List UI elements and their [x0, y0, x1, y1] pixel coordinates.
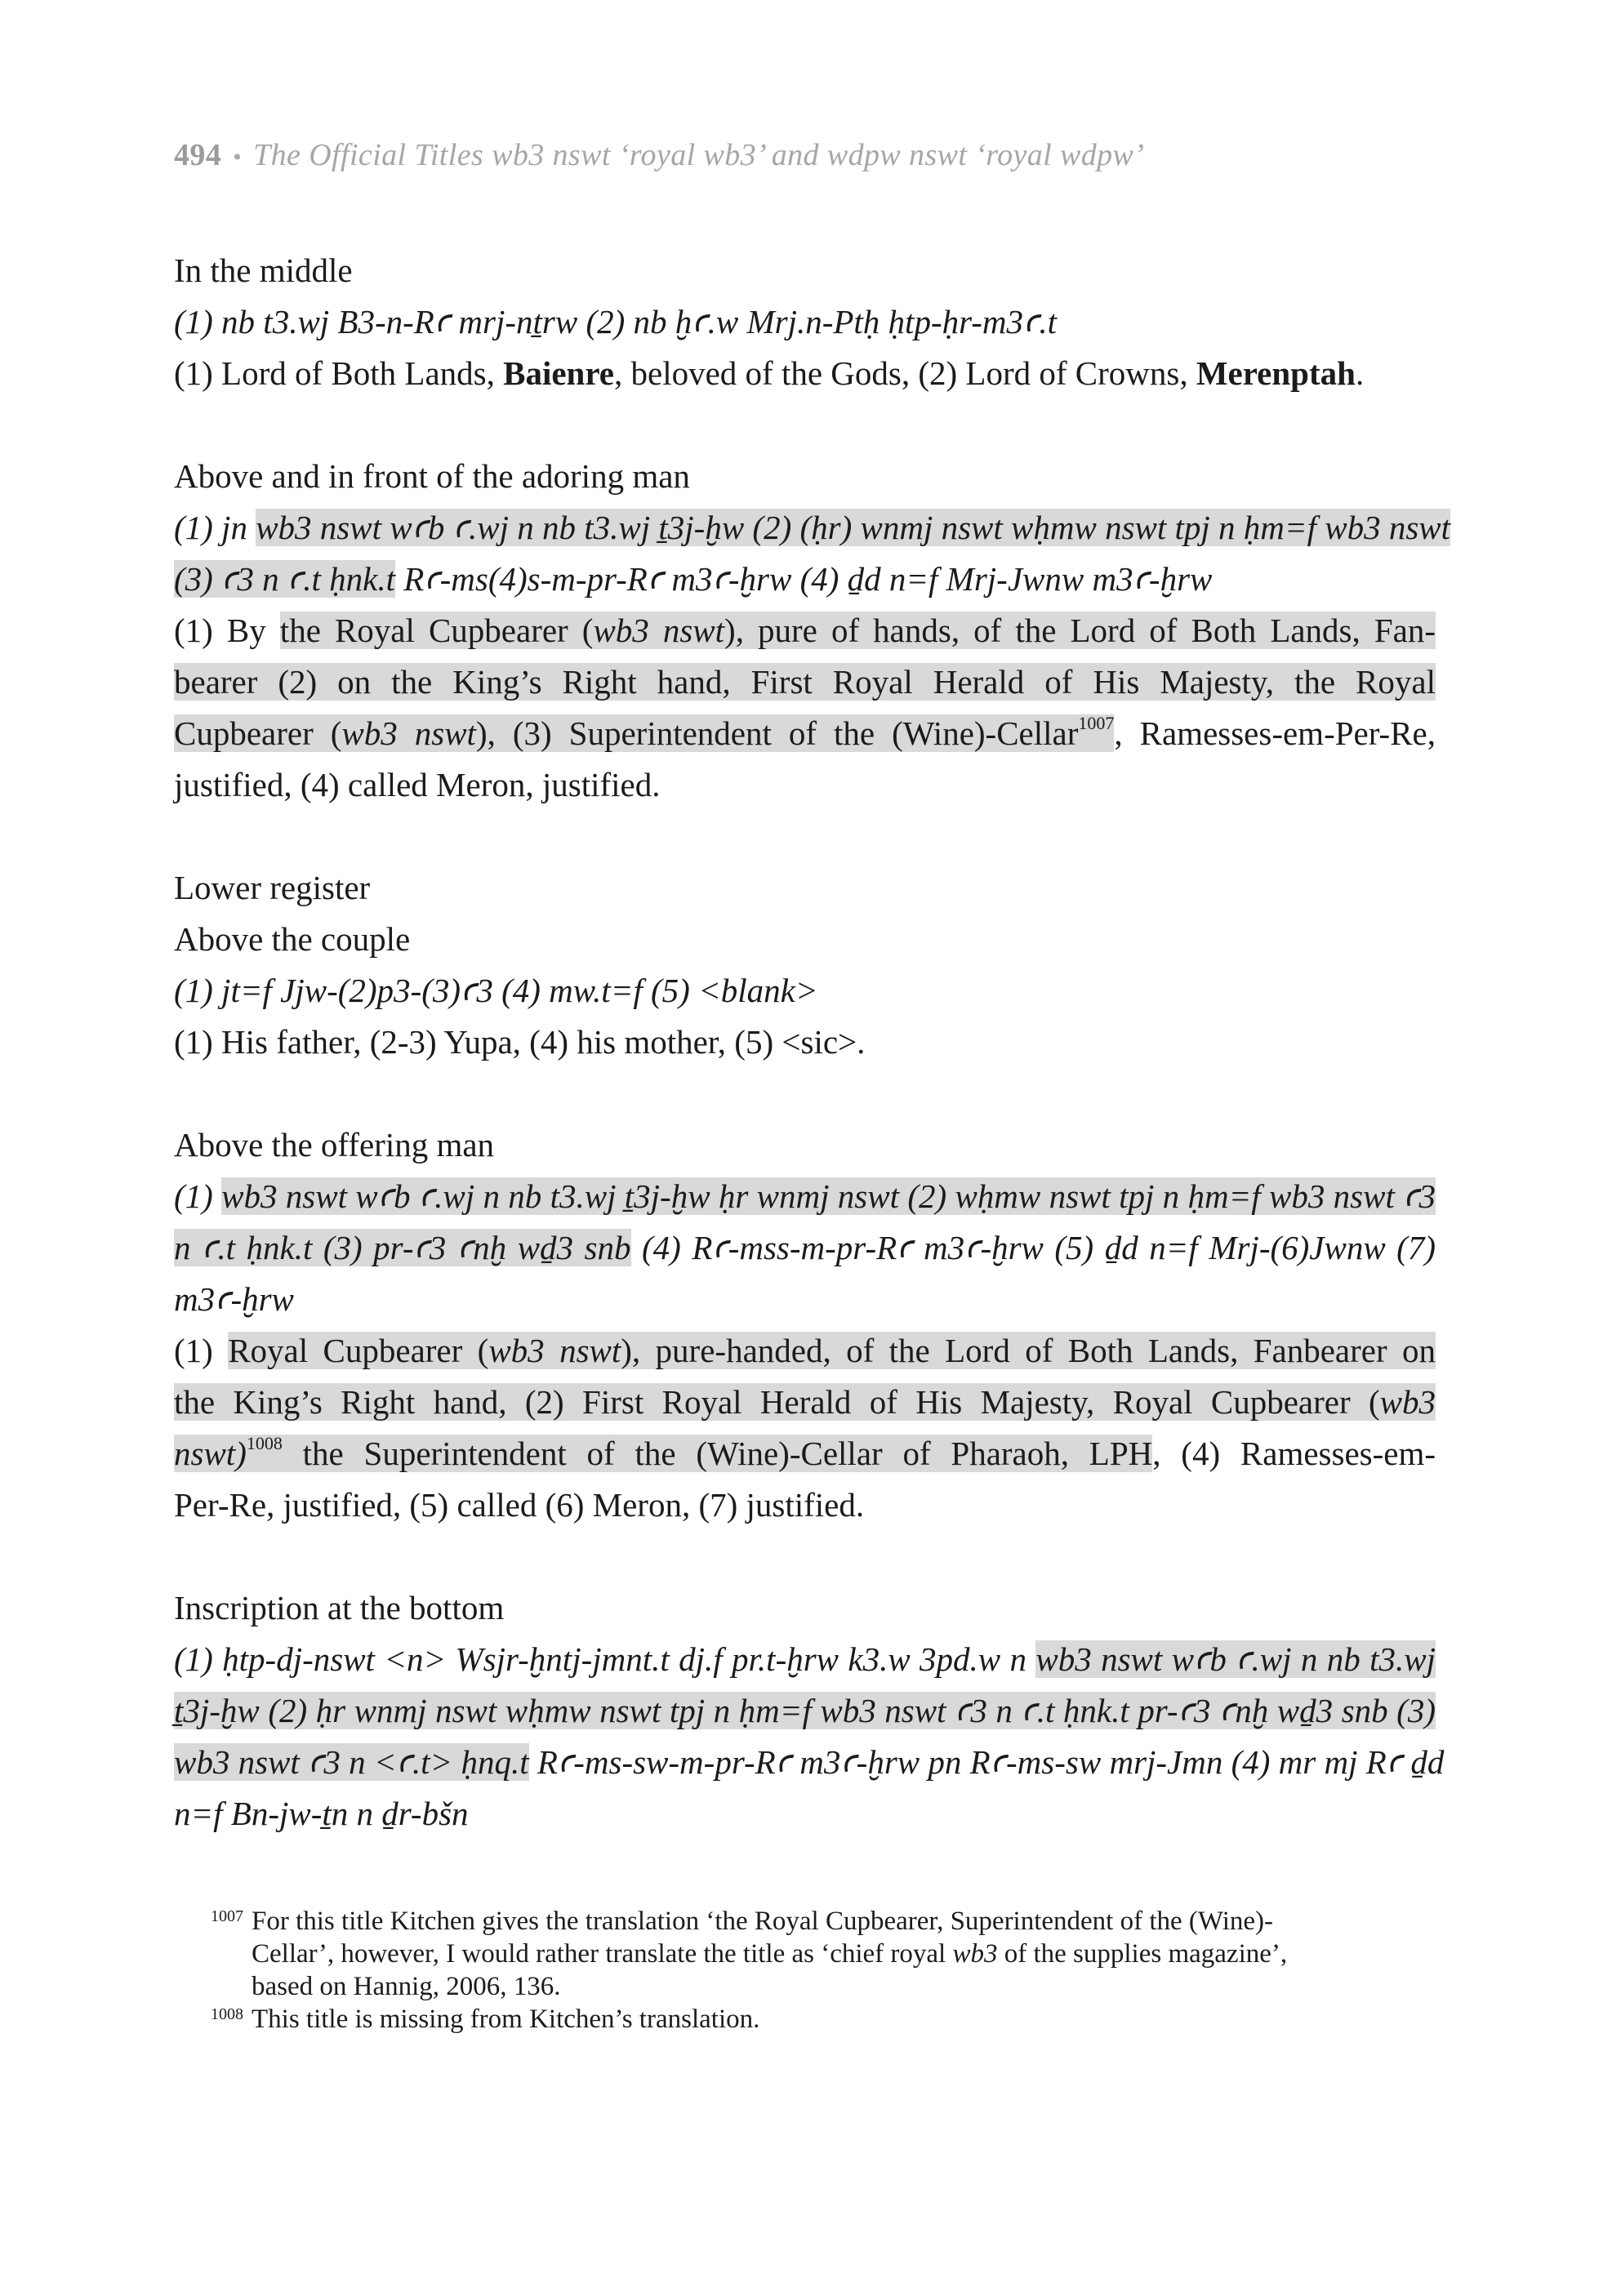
text-run: Cupbearer ( — [174, 714, 342, 752]
section-bottom-inscription — [174, 1582, 1445, 1840]
transliteration-line — [174, 1685, 1436, 1737]
translation-line — [174, 1377, 1436, 1428]
translation-line — [174, 1325, 1436, 1377]
page-number: 494 — [174, 138, 222, 172]
text-run: (1) ḥtp-dj-nswt <n> Wsjr-ḫntj-jmnt.t dj.f pr.t-ḫrw k3.w 3pd.w n — [174, 1640, 1036, 1678]
text-run: ), pure of hands, of the Lord of Both Lands, Fan- — [724, 612, 1436, 649]
text-run: Royal Cupbearer ( — [228, 1332, 489, 1369]
highlighted-text: wb3 nswt wꜥb ꜥ.wj n nb t3.wj ṯ3j-ḫw ḥr wnmj nswt (2) wḥmw nswt tpj n ḥm=f wb3 nswt ꜥ3 — [221, 1177, 1436, 1215]
transliteration-line — [174, 1737, 1445, 1788]
translation-line — [174, 656, 1436, 708]
footnote-1008 — [211, 2003, 1436, 2036]
highlighted-text: n ꜥ.t ḥnk.t (3) pr-ꜥ3 ꜥnḫ wḏ3 snb — [174, 1229, 631, 1266]
text-run: ), pure-handed, of the Lord of Both Lands, Fanbearer on — [621, 1332, 1436, 1369]
transliteration-line: (1) jt=f Jjw-(2)p3-(3)ꜥ3 (4) mw.t=f (5) <blank> — [174, 972, 818, 1009]
translation-line: (1) His father, (2-3) Yupa, (4) his mother, (5) <sic>. — [174, 1023, 866, 1061]
translation-line — [174, 605, 1436, 656]
transliteration-line — [174, 1222, 1436, 1274]
section-offering-man — [174, 1119, 1436, 1531]
highlighted-text — [174, 714, 1114, 752]
title-term: wb3 — [1379, 1383, 1436, 1421]
footnote-line: based on Hannig, 2006, 136. — [252, 1972, 561, 2001]
text-run: , beloved of the Gods, (2) Lord of Crowns, — [614, 354, 1196, 392]
transliteration-line — [174, 1634, 1436, 1685]
text-run: . — [1355, 354, 1365, 392]
highlighted-text: (3) ꜥ3 n ꜥ.t ḥnk.t — [174, 560, 395, 598]
section-heading: Lower register — [174, 869, 371, 906]
section-middle — [174, 245, 1436, 399]
section-heading: Inscription at the bottom — [174, 1589, 505, 1626]
section-lower-register — [174, 862, 1436, 1068]
section-heading: Above and in front of the adoring man — [174, 457, 690, 495]
translation-line: justified, (4) called Meron, justified. — [174, 766, 661, 803]
footnotes — [211, 1905, 1436, 2036]
footnote-1007 — [211, 1905, 1436, 2003]
text-run: the King’s Right hand, (2) First Royal Herald of His Majesty, Royal Cupbearer ( — [174, 1383, 1380, 1421]
transliteration-line — [174, 554, 1436, 605]
highlighted-text: ṯ3j-ḫw (2) ḥr wnmj nswt wḥmw nswt tpj n ḥm=f wb3 nswt ꜥ3 n ꜥ.t ḥnk.t pr-ꜥ3 ꜥnḫ wḏ3 snb (3) — [174, 1692, 1436, 1729]
section-subheading: Above the couple — [174, 920, 411, 958]
text-run: (1) Lord of Both Lands, — [174, 354, 504, 392]
footnote-line: This title is missing from Kitchen’s translation. — [252, 2005, 760, 2034]
highlighted-text: wb3 nswt wꜥb ꜥ.wj n nb t3.wj ṯ3j-ḫw (2) (ḥr) wnmj nswt wḥmw nswt tpj n ḥm=f wb3 nswt — [256, 509, 1451, 546]
highlighted-text: bearer (2) on the King’s Right hand, First Royal Herald of His Majesty, the Royal — [174, 663, 1436, 701]
translation-line — [174, 708, 1436, 759]
text-run: the Royal Cupbearer ( — [279, 612, 594, 649]
footnote-ref-1008[interactable]: 1008 — [246, 1433, 283, 1454]
transliteration-line — [174, 1171, 1436, 1222]
translation-line — [174, 1428, 1436, 1479]
running-title: The Official Titles wb3 nswt ‘royal wb3’ and wdpw nswt ‘royal wdpw’ — [253, 138, 1145, 172]
text-run: (1) jn — [174, 509, 256, 546]
translation-line — [174, 348, 1436, 399]
text-run: , Ramesses-em-Per-Re, — [1114, 714, 1436, 752]
text-run: (4) Rꜥ-mss-m-pr-Rꜥ m3ꜥ-ḫrw (5) ḏd n=f Mrj-(6)Jwnw (7) — [630, 1229, 1436, 1266]
transliteration-line: (1) nb t3.wj B3-n-Rꜥ mrj-nṯrw (2) nb ḫꜥ.w Mrj.n-Ptḥ ḥtp-ḥr-m3ꜥ.t — [174, 303, 1057, 340]
header-separator: • — [233, 144, 243, 171]
highlighted-text — [174, 1383, 1436, 1421]
highlighted-text — [228, 1332, 1436, 1369]
footnote-number: 1008 — [211, 2005, 243, 2023]
title-term: wb3 nswt — [341, 714, 476, 752]
text-run: (1) — [174, 1177, 222, 1215]
text-run: the Superintendent of the (Wine)-Cellar of Pharaoh, LPH — [282, 1435, 1153, 1472]
text-run: ), (3) Superintendent of the (Wine)-Cellar — [475, 714, 1079, 752]
text-run: of the supplies magazine’, — [997, 1939, 1288, 1969]
main-text — [174, 245, 1451, 1891]
highlighted-text: wb3 nswt wꜥb ꜥ.wj n nb t3.wj — [1035, 1640, 1436, 1678]
footnote-line — [252, 1938, 1436, 1970]
text-run: , (4) Ramesses-em- — [1152, 1435, 1436, 1472]
highlighted-text — [280, 612, 1436, 649]
highlighted-text — [174, 1435, 1152, 1472]
title-term: nswt) — [174, 1435, 247, 1472]
footnote-number: 1007 — [211, 1907, 243, 1925]
running-head — [174, 137, 1144, 173]
section-heading: In the middle — [174, 251, 353, 289]
title-term: wb3 nswt — [488, 1332, 621, 1369]
transliteration-line — [174, 502, 1451, 554]
section-heading: Above the offering man — [174, 1126, 495, 1164]
text-run: Rꜥ-ms-sw-m-pr-Rꜥ m3ꜥ-ḫrw pn Rꜥ-ms-sw mrj-Jmn (4) mr mj Rꜥ ḏd — [528, 1743, 1445, 1781]
transliteration-line: n=f Bn-jw-ṯn n ḏr-bšn — [174, 1795, 469, 1832]
footnote-ref-1007[interactable]: 1007 — [1078, 713, 1115, 734]
footnote-line: For this title Kitchen gives the translation ‘the Royal Cupbearer, Superintendent of the (Wine)- — [252, 1907, 1274, 1936]
translation-line: Per-Re, justified, (5) called (6) Meron, (7) justified. — [174, 1486, 865, 1524]
text-run: (1) — [174, 1332, 229, 1369]
section-adoring-man — [174, 451, 1451, 811]
royal-name: Merenptah — [1196, 354, 1356, 392]
text-run: (1) By — [174, 612, 280, 649]
title-term: wb3 nswt — [593, 612, 725, 649]
highlighted-text: wb3 nswt ꜥ3 n <ꜥ.t> ḥnq.t — [174, 1743, 529, 1781]
transliteration-line: m3ꜥ-ḫrw — [174, 1280, 294, 1318]
text-run: Cellar’, however, I would rather translate the title as ‘chief royal — [252, 1939, 953, 1969]
royal-name: Baienre — [503, 354, 614, 392]
title-term: wb3 — [952, 1939, 998, 1969]
text-run: Rꜥ-ms(4)s-m-pr-Rꜥ m3ꜥ-ḫrw (4) ḏd n=f Mrj-Jwnw m3ꜥ-ḫrw — [394, 560, 1213, 598]
